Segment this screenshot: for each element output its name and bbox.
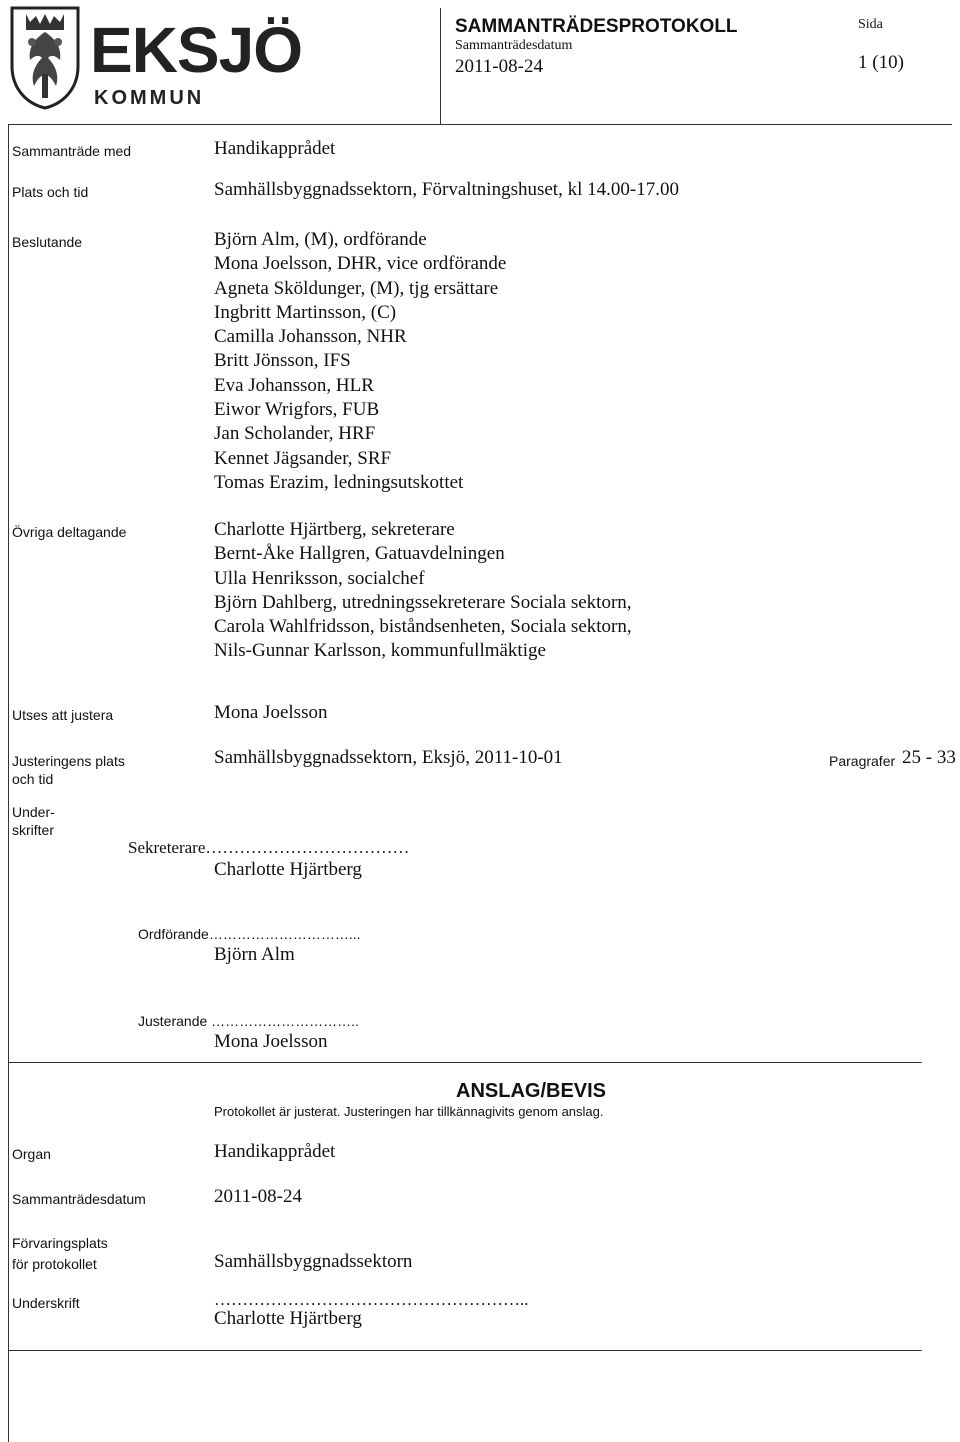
chair-name: Björn Alm xyxy=(214,944,295,965)
organ-label: Organ xyxy=(12,1146,51,1162)
adjuster-value: Mona Joelsson xyxy=(214,702,328,723)
list-item: Charlotte Hjärtberg, sekreterare xyxy=(214,519,455,540)
list-item: Camilla Johansson, NHR xyxy=(214,326,407,348)
secretary-name: Charlotte Hjärtberg xyxy=(214,859,362,880)
list-item: Eva Johansson, HLR xyxy=(214,374,374,396)
paragraphs-value: 25 - 33 xyxy=(902,747,956,768)
deciding-label: Beslutande xyxy=(12,234,83,250)
storage-label-1: Förvaringsplats xyxy=(12,1235,108,1251)
meeting-with-label: Sammanträde med xyxy=(12,143,132,159)
storage-value: Samhällsbyggnadssektorn xyxy=(214,1251,413,1272)
adjuster-label: Utses att justera xyxy=(12,707,114,723)
logo-subtext: KOMMUN xyxy=(94,87,205,109)
list-item: Mona Joelsson, DHR, vice ordförande xyxy=(214,253,507,275)
list-item: Nils-Gunnar Karlsson, kommunfullmäktige xyxy=(214,640,546,662)
list-item: Bernt-Åke Hallgren, Gatuavdelningen xyxy=(214,543,505,565)
anslag-divider xyxy=(8,1062,922,1063)
page-number: 1 (10) xyxy=(858,52,904,73)
list-item: Jan Scholander, HRF xyxy=(214,423,376,445)
anslag-text: Protokollet är justerat. Justeringen har tillkännagivits genom anslag. xyxy=(214,1104,604,1119)
header-separator xyxy=(440,8,441,124)
page-label: Sida xyxy=(858,17,883,32)
adjuster-name: Mona Joelsson xyxy=(214,1031,328,1052)
secretary-signature-line: Sekreterare……………………………… xyxy=(128,838,410,857)
list-item: Björn Alm, (M), ordförande xyxy=(214,229,427,250)
others-label: Övriga deltagande xyxy=(12,524,127,540)
left-border xyxy=(8,125,9,1442)
place-label: Plats och tid xyxy=(12,184,89,200)
others-list xyxy=(214,518,632,664)
list-item: Tomas Erazim, ledningsutskottet xyxy=(214,471,464,493)
list-item: Ingbritt Martinsson, (C) xyxy=(214,301,397,323)
signature-name: Charlotte Hjärtberg xyxy=(214,1308,362,1329)
list-item: Britt Jönsson, IFS xyxy=(214,350,351,372)
header-divider xyxy=(8,124,952,125)
adjust-place-label-1: Justeringens plats xyxy=(12,753,125,769)
storage-label-2: för protokollet xyxy=(12,1256,97,1272)
deciding-list xyxy=(214,228,506,495)
adjust-place-value: Samhällsbyggnadssektorn, Eksjö, 2011-10-01 xyxy=(214,747,563,768)
signature-label: Underskrift xyxy=(12,1295,80,1311)
document-title: SAMMANTRÄDESPROTOKOLL xyxy=(455,16,738,37)
anslag-title: ANSLAG/BEVIS xyxy=(456,1080,607,1102)
signatures-label-2: skrifter xyxy=(12,822,54,838)
list-item: Kennet Jägsander, SRF xyxy=(214,447,392,469)
meeting-date-label: Sammanträdesdatum xyxy=(455,38,573,53)
list-item: Agneta Sköldunger, (M), tjg ersättare xyxy=(214,277,499,299)
list-item: Björn Dahlberg, utredningssekreterare Sociala sektorn, xyxy=(214,591,632,613)
logo-wordmark: EKSJÖ xyxy=(90,14,302,86)
anslag-date-value: 2011-08-24 xyxy=(214,1186,302,1207)
signature-dots: ……………………………………………….. xyxy=(214,1290,529,1309)
organ-value: Handikapprådet xyxy=(214,1141,336,1162)
list-item: Eiwor Wrigfors, FUB xyxy=(214,399,380,421)
chair-signature-line: Ordförande…………………………... xyxy=(138,926,361,942)
anslag-date-label: Sammanträdesdatum xyxy=(12,1191,146,1207)
paragraphs-label: Paragrafer xyxy=(829,753,896,769)
signatures-label-1: Under- xyxy=(12,804,55,820)
bottom-divider xyxy=(8,1350,922,1351)
coat-of-arms-icon xyxy=(6,4,84,110)
municipality-logo xyxy=(6,4,302,112)
list-item: Carola Wahlfridsson, biståndsenheten, Sociala sektorn, xyxy=(214,616,632,638)
list-item: Ulla Henriksson, socialchef xyxy=(214,567,425,589)
place-value: Samhällsbyggnadssektorn, Förvaltningshuset, kl 14.00-17.00 xyxy=(214,179,679,200)
adjuster-signature-line: Justerande ………………………….. xyxy=(138,1013,359,1029)
meeting-with-value: Handikapprådet xyxy=(214,138,336,159)
meeting-date: 2011-08-24 xyxy=(455,56,543,77)
adjust-place-label-2: och tid xyxy=(12,771,54,787)
